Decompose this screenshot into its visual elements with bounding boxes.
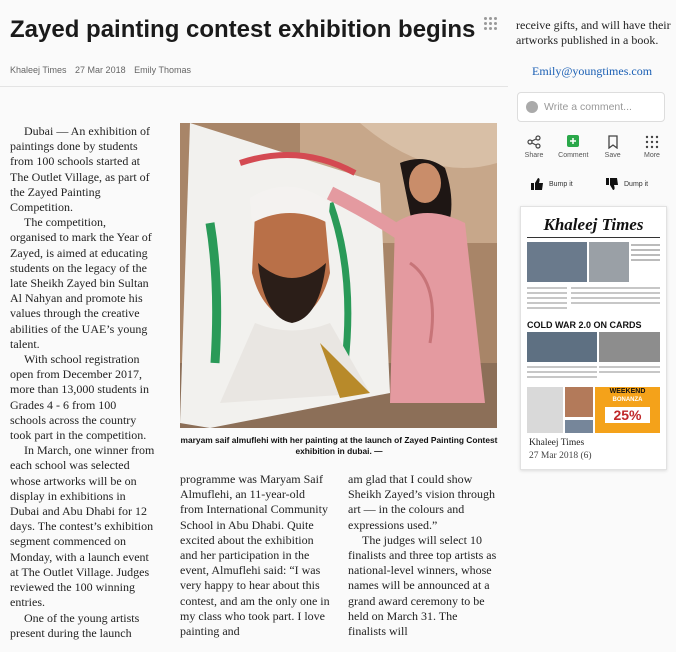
share-label: Share bbox=[524, 152, 544, 159]
more-button[interactable] bbox=[635, 135, 669, 159]
paragraph: With school registration open from December 2017, more than 13,000 students in Grades 4 - 6 from 100 schools across the country took part in the competition. bbox=[10, 352, 149, 443]
bump-it-button[interactable] bbox=[530, 177, 573, 191]
paragraph: am glad that I could show Sheikh Zayed’s vision through art — in the colours and expressions used.” bbox=[348, 472, 495, 532]
paragraph: The competition, organised to mark the Year of Zayed, is aimed at educating students on the legacy of the late Sheikh Zayed bin Sultan Al Nahyan and promote his values through the creative abilities of the UAE’s young talent. bbox=[10, 215, 152, 351]
article-headline: Zayed painting contest exhibition begins bbox=[10, 16, 476, 43]
thumbs-down-icon bbox=[605, 177, 619, 191]
paragraph: programme was Maryam Saif Almuflehi, an 11-year-old from International Community School in Abu Dhabi. Quite excited about the exhibition and her participation in the event, Almuflehi said: “I was very happy to hear about this contest, and am the only one in my class who took part. I love painting and bbox=[180, 472, 330, 639]
newspaper-edition-card[interactable] bbox=[520, 206, 667, 470]
article-meta bbox=[10, 65, 197, 75]
save-label: Save bbox=[604, 152, 621, 159]
paragraph: In March, one winner from each school was selected whose artworks will be on display in exhibitions in Dubai and Abu Dhabi for 12 days. The contest’s exhibition segment commenced on Monday, with a launch event at The Outlet Village. Judges reviewed the 100 winning entries. bbox=[10, 443, 155, 610]
comment-input[interactable] bbox=[517, 92, 665, 122]
article-source: Khaleej Times bbox=[10, 65, 67, 75]
comment-button[interactable] bbox=[556, 135, 590, 159]
paper-lead-headline: COLD WAR 2.0 ON CARDS bbox=[527, 320, 642, 330]
comment-icon bbox=[566, 135, 580, 149]
paper-masthead: Khaleej Times bbox=[543, 215, 644, 234]
article-author: Emily Thomas bbox=[134, 65, 191, 75]
dump-it-label: Dump it bbox=[624, 180, 649, 188]
bump-it-label: Bump it bbox=[549, 180, 573, 188]
drag-handle-icon[interactable] bbox=[484, 17, 498, 31]
paragraph: Dubai — An exhibition of paintings done by students from 100 schools started at The Outlet Village, as part of the Zayed Painting Competition. bbox=[10, 124, 150, 215]
share-icon bbox=[527, 135, 541, 149]
article-column-3 bbox=[348, 472, 498, 639]
article-column-2 bbox=[180, 472, 330, 639]
sidebar-continued-text: receive gifts, and will have their artworks published in a book. bbox=[516, 18, 671, 47]
author-email-link[interactable]: Emily@youngtimes.com bbox=[532, 64, 653, 78]
dump-it-button[interactable] bbox=[605, 177, 648, 191]
paper-date: 27 Mar 2018 bbox=[529, 451, 579, 461]
article-date: 27 Mar 2018 bbox=[75, 65, 126, 75]
promo-percent: 25% bbox=[605, 407, 650, 423]
bookmark-icon bbox=[606, 135, 620, 149]
divider bbox=[0, 86, 508, 87]
article-column-1 bbox=[10, 124, 155, 641]
paper-name: Khaleej Times bbox=[529, 438, 585, 448]
save-button[interactable] bbox=[596, 135, 630, 159]
photo-caption: maryam saif almuflehi with her painting at the launch of Zayed Painting Contest exhibition in dubai. — bbox=[180, 435, 498, 456]
comment-placeholder: Write a comment... bbox=[544, 101, 632, 113]
more-label: More bbox=[644, 152, 660, 159]
promo-bonanza: BONANZA bbox=[612, 397, 643, 403]
share-button[interactable] bbox=[517, 135, 551, 159]
more-icon bbox=[645, 135, 659, 149]
newspaper-thumbnail bbox=[527, 213, 660, 433]
article-photo bbox=[180, 123, 497, 428]
comment-label: Comment bbox=[558, 152, 589, 159]
promo-weekend: WEEKEND bbox=[609, 388, 646, 395]
paragraph: The judges will select 10 finalists and three top artists as national-level winners, whose names will be announced at a grand award ceremony to be held on March 31. The finalists will bbox=[348, 532, 497, 639]
action-bar bbox=[517, 135, 669, 159]
paragraph: One of the young artists present during the launch bbox=[10, 610, 140, 640]
paper-date-line bbox=[529, 451, 592, 461]
thumbs-up-icon bbox=[530, 177, 544, 191]
paper-count: (6) bbox=[580, 451, 592, 461]
avatar bbox=[526, 101, 538, 113]
